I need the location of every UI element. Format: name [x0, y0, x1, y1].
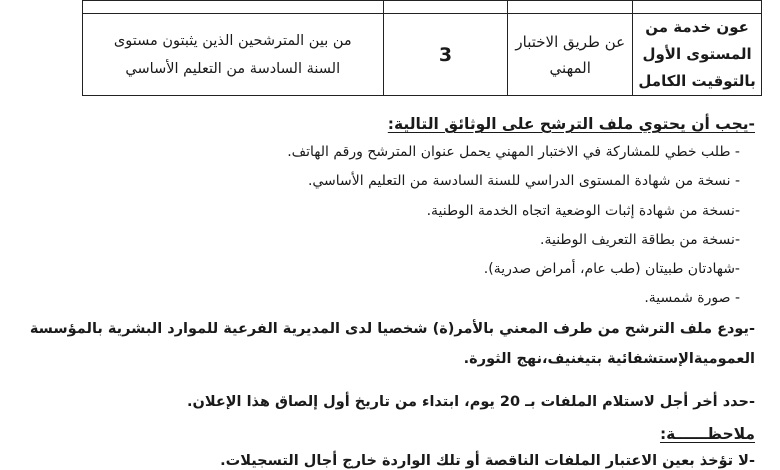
deposit-paragraph-line: -يودع ملف الترشح من طرف المعني بالأمر(ة) شخصيا لدى المديرية الفرعية للموارد البشرية بالمؤسسة	[29, 321, 755, 337]
grade-cell: عون خدمة من المستوى الأول بالتوقيت الكامل	[633, 14, 762, 96]
document-item: - صورة شمسية.	[644, 290, 740, 306]
document-item: -نسخة من شهادة إثبات الوضعية اتجاه الخدمة الوطنية.	[426, 203, 740, 219]
table-header-row-partial	[83, 1, 762, 14]
conditions-cell: من بين المترشحين الذين يثبتون مستوى السنة السادسة من التعليم الأساسي	[83, 14, 384, 96]
note-heading: ملاحظــــــة:	[659, 425, 755, 443]
note-text: -لا تؤخذ بعين الاعتبار الملفات الناقصة أو تلك الواردة خارج أجال التسجيلات.	[220, 453, 755, 469]
positions-count-cell: 3	[383, 14, 508, 96]
recruitment-method-cell: عن طريق الاختبار المهني	[508, 14, 633, 96]
document-item: -شهادتان طبيتان (طب عام، أمراض صدرية).	[483, 261, 740, 277]
deposit-paragraph-line: العموميةالإستشفائية بتيغنيف،نهج الثورة.	[463, 351, 755, 367]
documents-heading: -يجب أن يحتوي ملف الترشح على الوثائق التالية:	[387, 115, 755, 133]
document-item: - طلب خطي للمشاركة في الاختبار المهني يحمل عنوان المترشح ورقم الهاتف.	[287, 144, 740, 160]
document-item: -نسخة من بطاقة التعريف الوطنية.	[540, 232, 740, 248]
document-item: - نسخة من شهادة المستوى الدراسي للسنة السادسة من التعليم الأساسي.	[307, 173, 740, 189]
recruitment-table	[82, 0, 762, 96]
deadline-paragraph: -حدد أخر أجل لاستلام الملفات بـ 20 يوم، ابتداء من تاريخ أول إلصاق هذا الإعلان.	[186, 394, 755, 410]
table-row	[83, 14, 762, 96]
